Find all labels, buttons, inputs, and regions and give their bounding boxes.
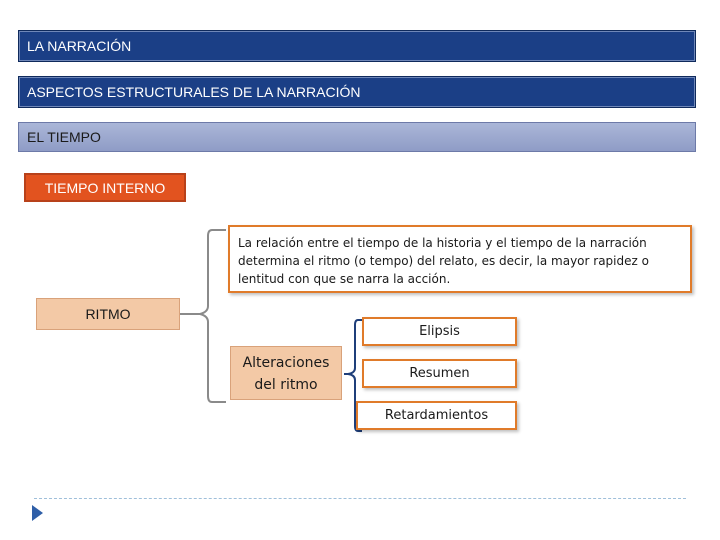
main-brace: [180, 230, 226, 402]
play-arrow-icon: [32, 505, 44, 521]
alterations-text: Alteraciones del ritmo: [242, 355, 330, 393]
retardamientos-box: [356, 401, 517, 430]
internal-time-text: TIEMPO INTERNO: [44, 179, 166, 196]
rhythm-description-box: [228, 225, 692, 293]
footer-divider: [34, 498, 686, 499]
title-text: LA NARRACIÓN: [27, 38, 132, 54]
elipsis-text: Elipsis: [419, 324, 460, 339]
rhythm-box: [36, 298, 180, 330]
rhythm-text: RITMO: [85, 306, 131, 322]
resumen-text: Resumen: [409, 366, 470, 381]
retardamientos-text: Retardamientos: [384, 408, 489, 423]
subtitle-text: ASPECTOS ESTRUCTURALES DE LA NARRACIÓN: [27, 84, 361, 100]
section-text: EL TIEMPO: [27, 129, 101, 145]
elipsis-box: [362, 317, 517, 346]
rhythm-description-text: La relación entre el tiempo de la historia y el tiempo de la narración determina el ritmo (o tempo) del relato, es decir, la mayor rapidez o lentitud con que se narra la acción.: [238, 236, 649, 286]
resumen-box: [362, 359, 517, 388]
alterations-box: [230, 346, 342, 400]
